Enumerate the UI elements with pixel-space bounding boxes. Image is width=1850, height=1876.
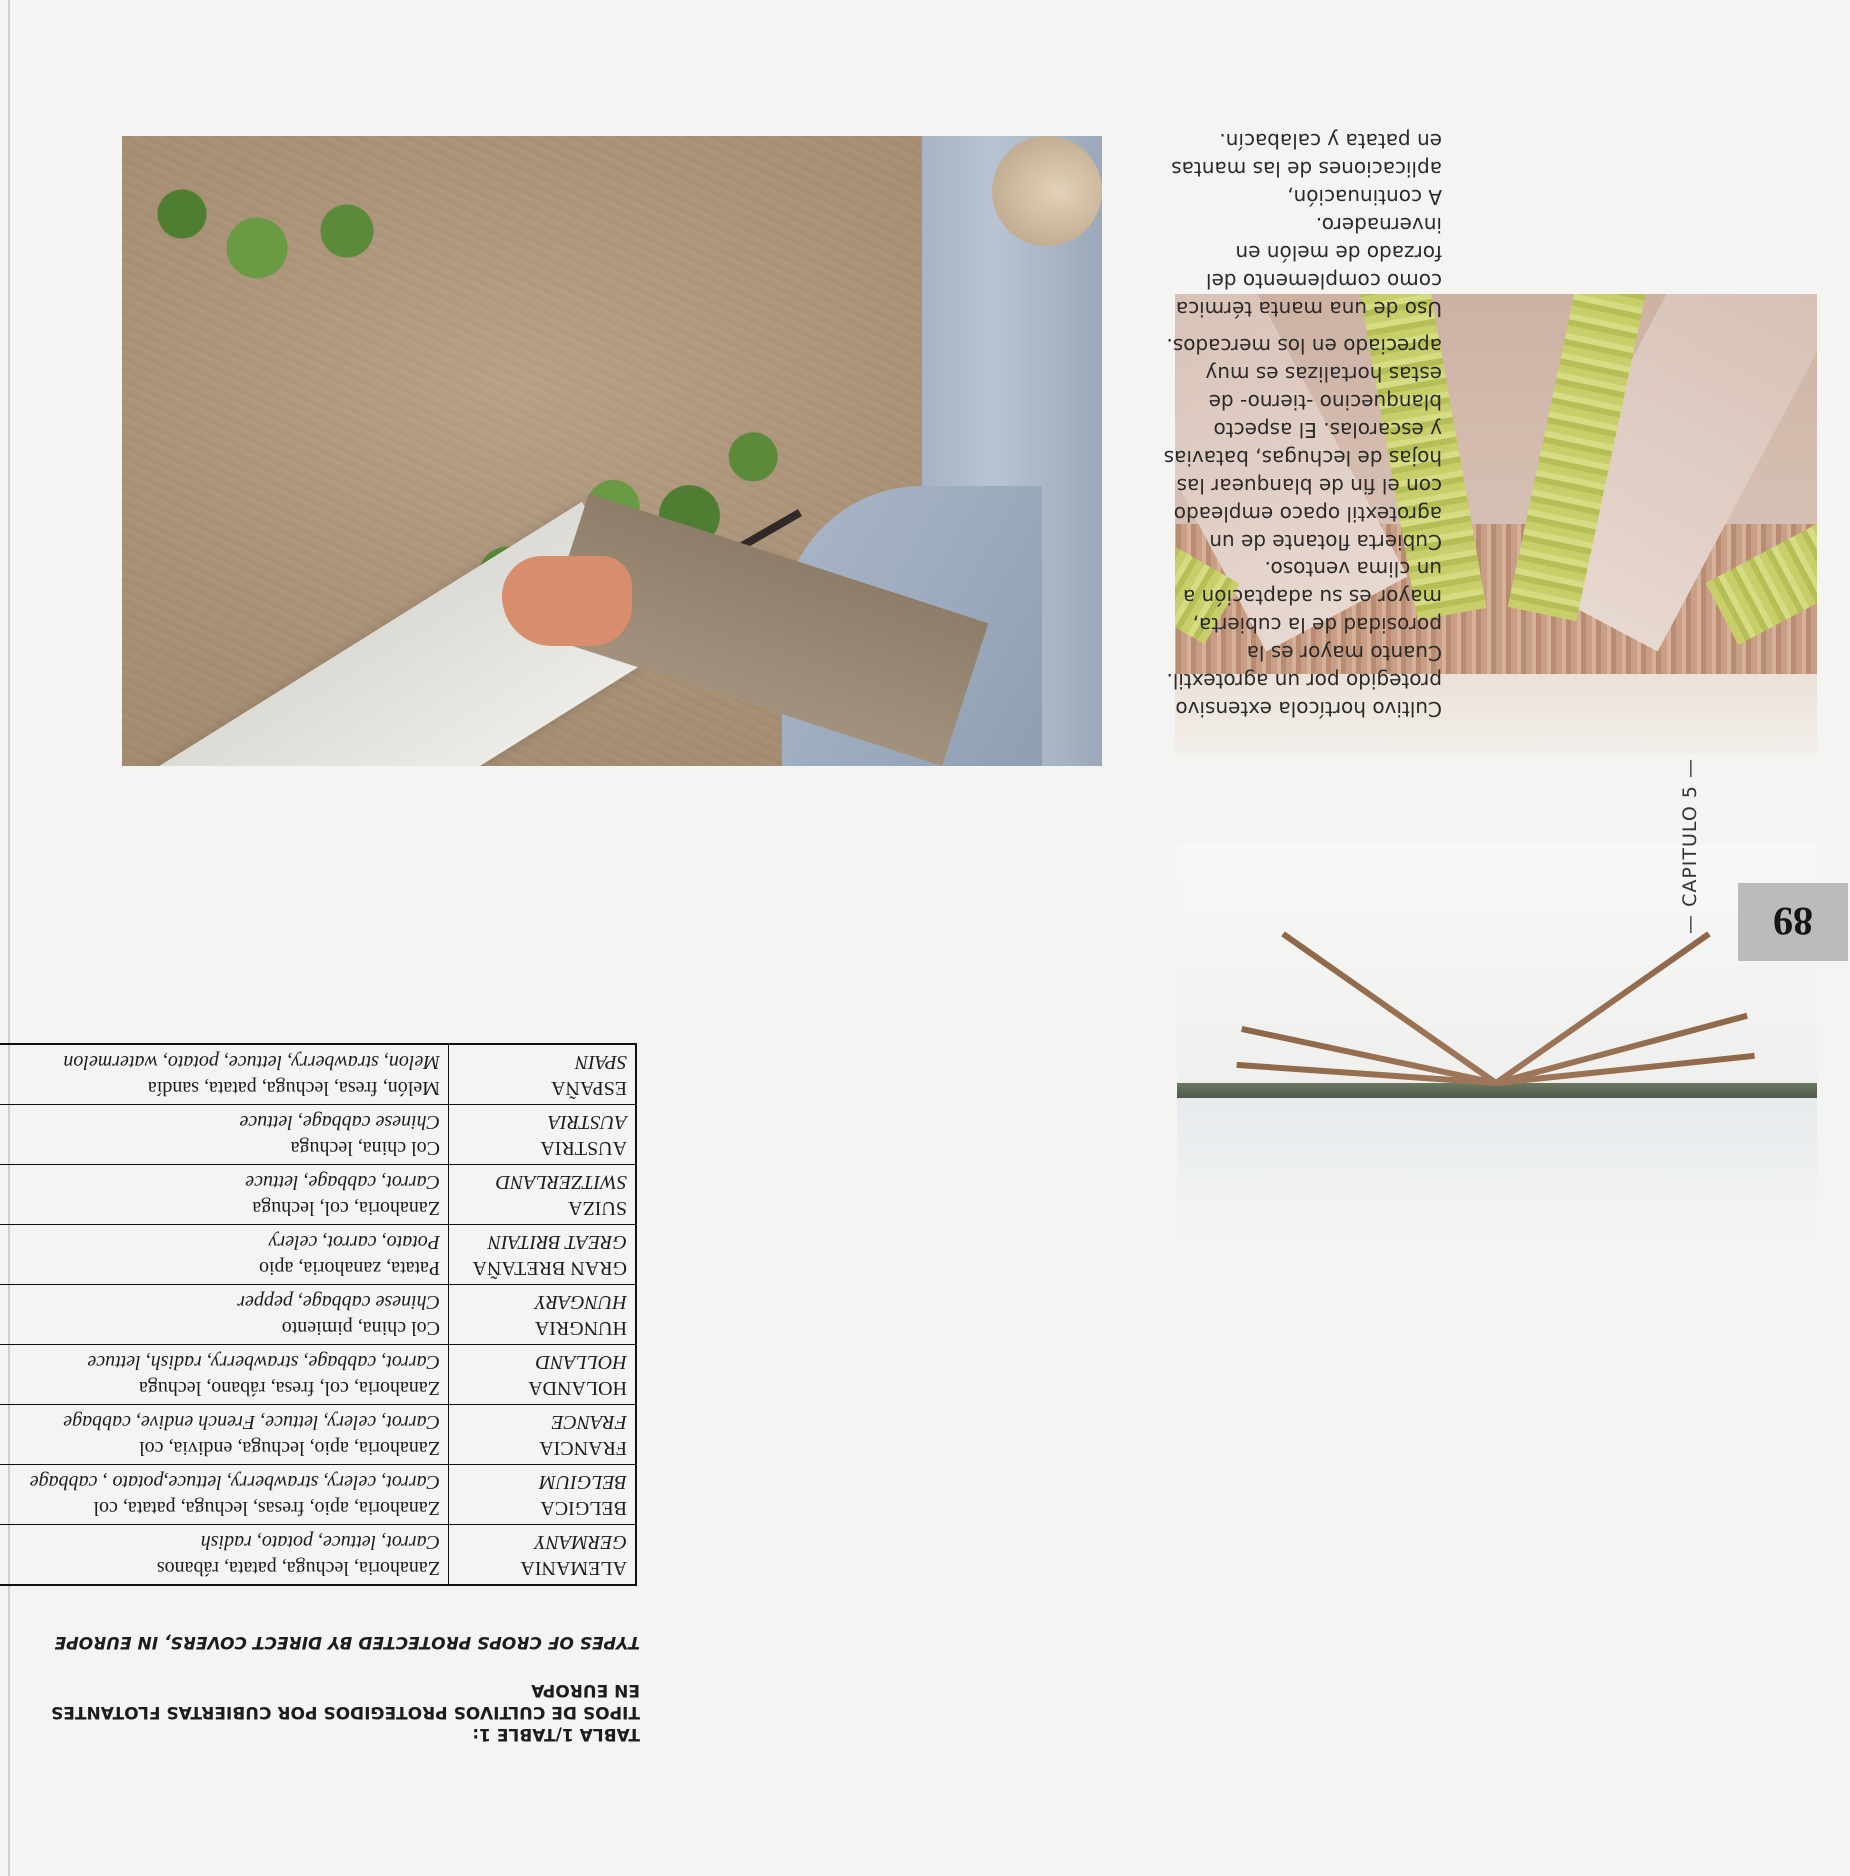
country-es: HUNGRIA — [534, 1317, 627, 1339]
country-es: HOLANDA — [528, 1377, 627, 1399]
crops-es: Melón, fresa, lechuga, patata, sandía — [147, 1077, 440, 1099]
crops-en: Carrot, cabbage, lettuce — [245, 1171, 440, 1193]
caption-extensive-crop: Cultivo hortícola extensivo protegido por un agrotextil. Cuanto mayor es la porosidad de la cubierta, mayor es su adaptación a un clima ventoso. — [1166, 557, 1442, 721]
crops-cell — [0, 1465, 449, 1525]
page-number: 89 — [1738, 883, 1848, 961]
table-row — [0, 1044, 636, 1105]
photo-shoe — [992, 136, 1102, 246]
crops-cell — [0, 1044, 449, 1105]
table-row — [0, 1165, 636, 1225]
country-cell — [449, 1105, 637, 1165]
crops-cell — [0, 1105, 449, 1165]
country-es: FRANCIA — [539, 1437, 627, 1459]
table-row — [0, 1525, 636, 1586]
photo-hand — [502, 556, 632, 646]
country-cell — [449, 1285, 637, 1345]
crops-es: Zanahoria, apio, lechuga, endivia, col — [139, 1437, 440, 1459]
crops-en: Potato, carrot, celery — [268, 1231, 440, 1253]
crops-cell — [0, 1285, 449, 1345]
country-cell — [449, 1465, 637, 1525]
country-en: SPAIN — [575, 1051, 627, 1073]
country-es: GRAN BRETAÑA — [472, 1257, 627, 1279]
country-es: BELGICA — [540, 1497, 627, 1519]
country-en: FRANCE — [551, 1411, 627, 1433]
photo-white-covers — [1177, 844, 1817, 1083]
crops-en: Chinese cabbage, lettuce — [239, 1111, 440, 1133]
table-subtitle: TYPES OF CROPS PROTECTED BY DIRECT COVERS, IN EUROPE — [54, 1632, 640, 1652]
country-en: SWITZERLAND — [495, 1171, 627, 1193]
caption-opaque-cover: Cubierta flotante de un agrotextil opaco empleado con el fin de blanquear las hojas de lechugas, batavias y escarolas. El aspecto blanquecino -tierno- de estas hortalizas es muy apreciado en los mercados. — [1163, 334, 1442, 554]
crops-es: Zanahoria, lechuga, patata, rábanos — [156, 1557, 440, 1579]
country-cell — [449, 1044, 637, 1105]
melon-cover-photo — [122, 136, 1102, 766]
country-es: AUSTRIA — [540, 1137, 627, 1159]
crops-table — [0, 1043, 637, 1586]
crops-en: Carrot, lettuce, potato, radish — [200, 1531, 440, 1553]
table-row — [0, 1465, 636, 1525]
crops-cell — [0, 1525, 449, 1586]
crops-cell — [0, 1165, 449, 1225]
crops-es: Zanahoria, col, lechuga — [252, 1197, 440, 1219]
country-en: GERMANY — [534, 1531, 627, 1553]
photo-melon-leaves — [122, 146, 422, 316]
country-en: AUSTRIA — [548, 1111, 627, 1133]
country-cell — [449, 1405, 637, 1465]
table-row — [0, 1105, 636, 1165]
table-row — [0, 1225, 636, 1285]
crops-cell — [0, 1345, 449, 1405]
crops-en: Carrot, celery, lettuce, French endive, cabbage — [63, 1411, 440, 1433]
crops-en: Melon, strawberry, lettuce, potato, watermelon — [63, 1051, 440, 1073]
country-es: ALEMANIA — [520, 1557, 627, 1579]
crops-en: Carrot, cabbage, strawberry, radish, lettuce — [87, 1351, 440, 1373]
crops-cell — [0, 1405, 449, 1465]
country-en: HUNGARY — [535, 1291, 627, 1313]
crops-cell — [0, 1225, 449, 1285]
chapter-label-text: — CAPITULO 5 — — [1678, 758, 1701, 934]
crops-es: Zanahoria, apio, fresas, lechuga, patata, col — [93, 1497, 440, 1519]
country-cell — [449, 1225, 637, 1285]
country-en: BELGIUM — [539, 1471, 627, 1493]
photo-sky — [1177, 1088, 1817, 1278]
caption-thermal-blanket: Uso de una manta térmica como complemento del forzado de melón en invernadero. A continuación, aplicaciones de las mantas en patata y calabacín. — [1171, 129, 1442, 321]
country-es: SUIZA — [568, 1197, 627, 1219]
table-row — [0, 1345, 636, 1405]
country-cell — [449, 1525, 637, 1586]
covered-field-photo — [1177, 844, 1817, 1278]
country-cell — [449, 1165, 637, 1225]
chapter-label — [1660, 751, 1720, 941]
table-title: TABLA 1/TABLE 1: TIPOS DE CULTIVOS PROTEGIDOS POR CUBIERTAS FLOTANTES EN EUROPA — [51, 1680, 640, 1744]
country-cell — [449, 1345, 637, 1405]
crops-en: Carrot, celery, strawberry, lettuce,potato , cabbage — [29, 1471, 440, 1493]
table-row — [0, 1285, 636, 1345]
country-en: HOLLAND — [535, 1351, 627, 1373]
country-es: ESPAÑA — [551, 1077, 627, 1099]
crops-en: Chinese cabbage, pepper — [237, 1291, 440, 1313]
crops-es: Patata, zanahoria, apio — [258, 1257, 440, 1279]
crops-es: Zanahoria, col, fresa, rábano, lechuga — [139, 1377, 440, 1399]
crops-es: Col china, lechuga — [290, 1137, 440, 1159]
country-en: GREAT BRITAIN — [487, 1231, 627, 1253]
table-row — [0, 1405, 636, 1465]
crops-es: Col china, pimiento — [281, 1317, 440, 1339]
